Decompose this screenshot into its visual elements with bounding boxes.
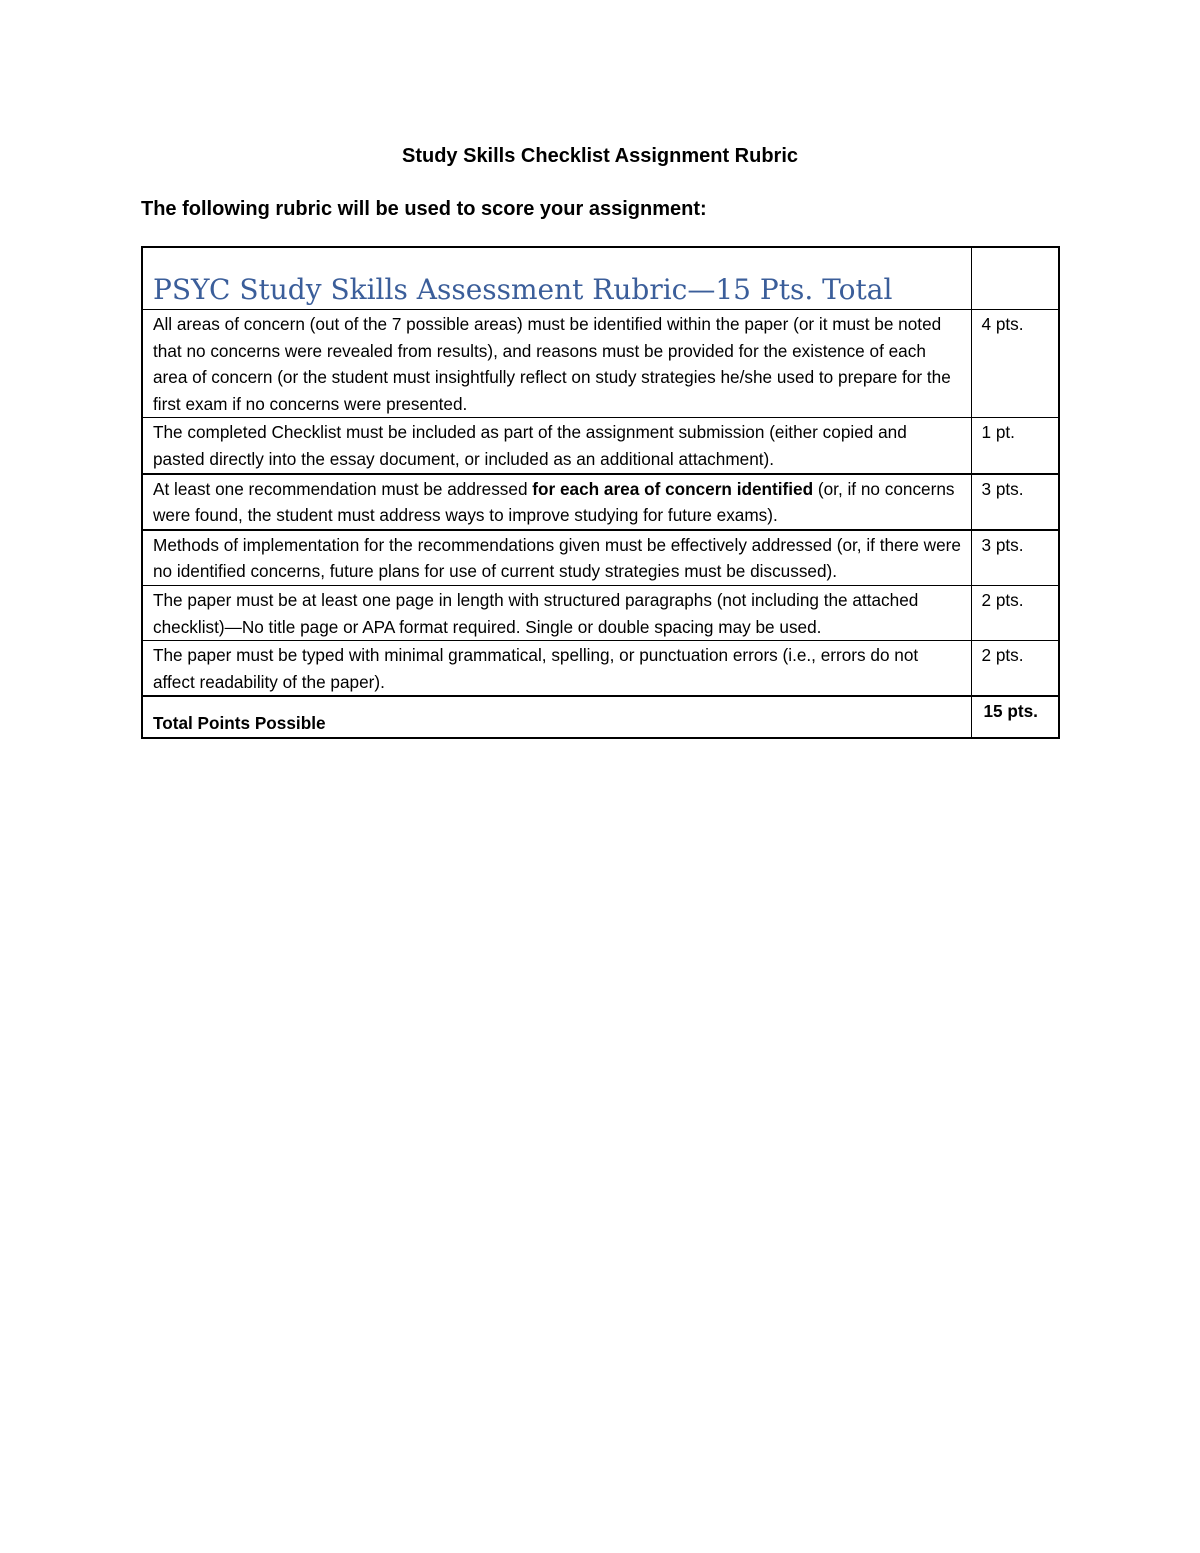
- rubric-table: [141, 246, 1060, 739]
- rubric-heading-cell: [142, 247, 971, 310]
- points-cell: 3 pts.: [971, 474, 1059, 530]
- rubric-row: [142, 418, 1059, 474]
- rubric-row: [142, 585, 1059, 640]
- points-cell: 3 pts.: [971, 530, 1059, 586]
- total-points-cell: [971, 696, 1059, 738]
- total-label-cell: [142, 696, 971, 738]
- rubric-row: [142, 641, 1059, 697]
- rubric-heading-points-cell: [971, 247, 1059, 310]
- points-cell: 2 pts.: [971, 641, 1059, 697]
- criterion-cell: The completed Checklist must be included as part of the assignment submission (either copied and pasted directly into the essay document, or included as an additional attachment).: [142, 418, 971, 474]
- rubric-total-row: [142, 696, 1059, 738]
- points-cell: 2 pts.: [971, 585, 1059, 640]
- rubric-row: [142, 530, 1059, 586]
- points-cell: 1 pt.: [971, 418, 1059, 474]
- points-cell: 4 pts.: [971, 310, 1059, 418]
- document-intro: The following rubric will be used to score your assignment:: [141, 198, 707, 220]
- rubric-row: [142, 474, 1059, 530]
- rubric-heading: PSYC Study Skills Assessment Rubric—15 Pts. Total: [153, 273, 893, 306]
- criterion-text: (or, if no concerns were found, the student must address ways to improve studying for future exams).: [153, 478, 955, 526]
- criterion-cell: [142, 474, 971, 530]
- total-label: Total Points Possible: [153, 713, 326, 734]
- criterion-text: At least one recommendation must be addressed: [153, 478, 533, 499]
- criterion-cell: All areas of concern (out of the 7 possible areas) must be identified within the paper (or it must be noted that no concerns were revealed from results), and reasons must be provided for the existence of each area of concern (or the student must insightfully reflect on study strategies he/she used to prepare for the first exam if no concerns were presented.: [142, 310, 971, 418]
- rubric-heading-row: [142, 247, 1059, 310]
- criterion-emphasis: for each area of concern identified: [532, 478, 814, 499]
- total-points: 15 pts.: [983, 701, 1038, 722]
- criterion-cell: The paper must be typed with minimal grammatical, spelling, or punctuation errors (i.e., errors do not affect readability of the paper).: [142, 641, 971, 697]
- rubric-row: [142, 310, 1059, 418]
- document-title: Study Skills Checklist Assignment Rubric: [401, 145, 799, 167]
- criterion-cell: The paper must be at least one page in length with structured paragraphs (not including the attached checklist)—No title page or APA format required. Single or double spacing may be used.: [142, 585, 971, 640]
- criterion-cell: Methods of implementation for the recommendations given must be effectively addressed (or, if there were no identified concerns, future plans for use of current study strategies must be discussed).: [142, 530, 971, 586]
